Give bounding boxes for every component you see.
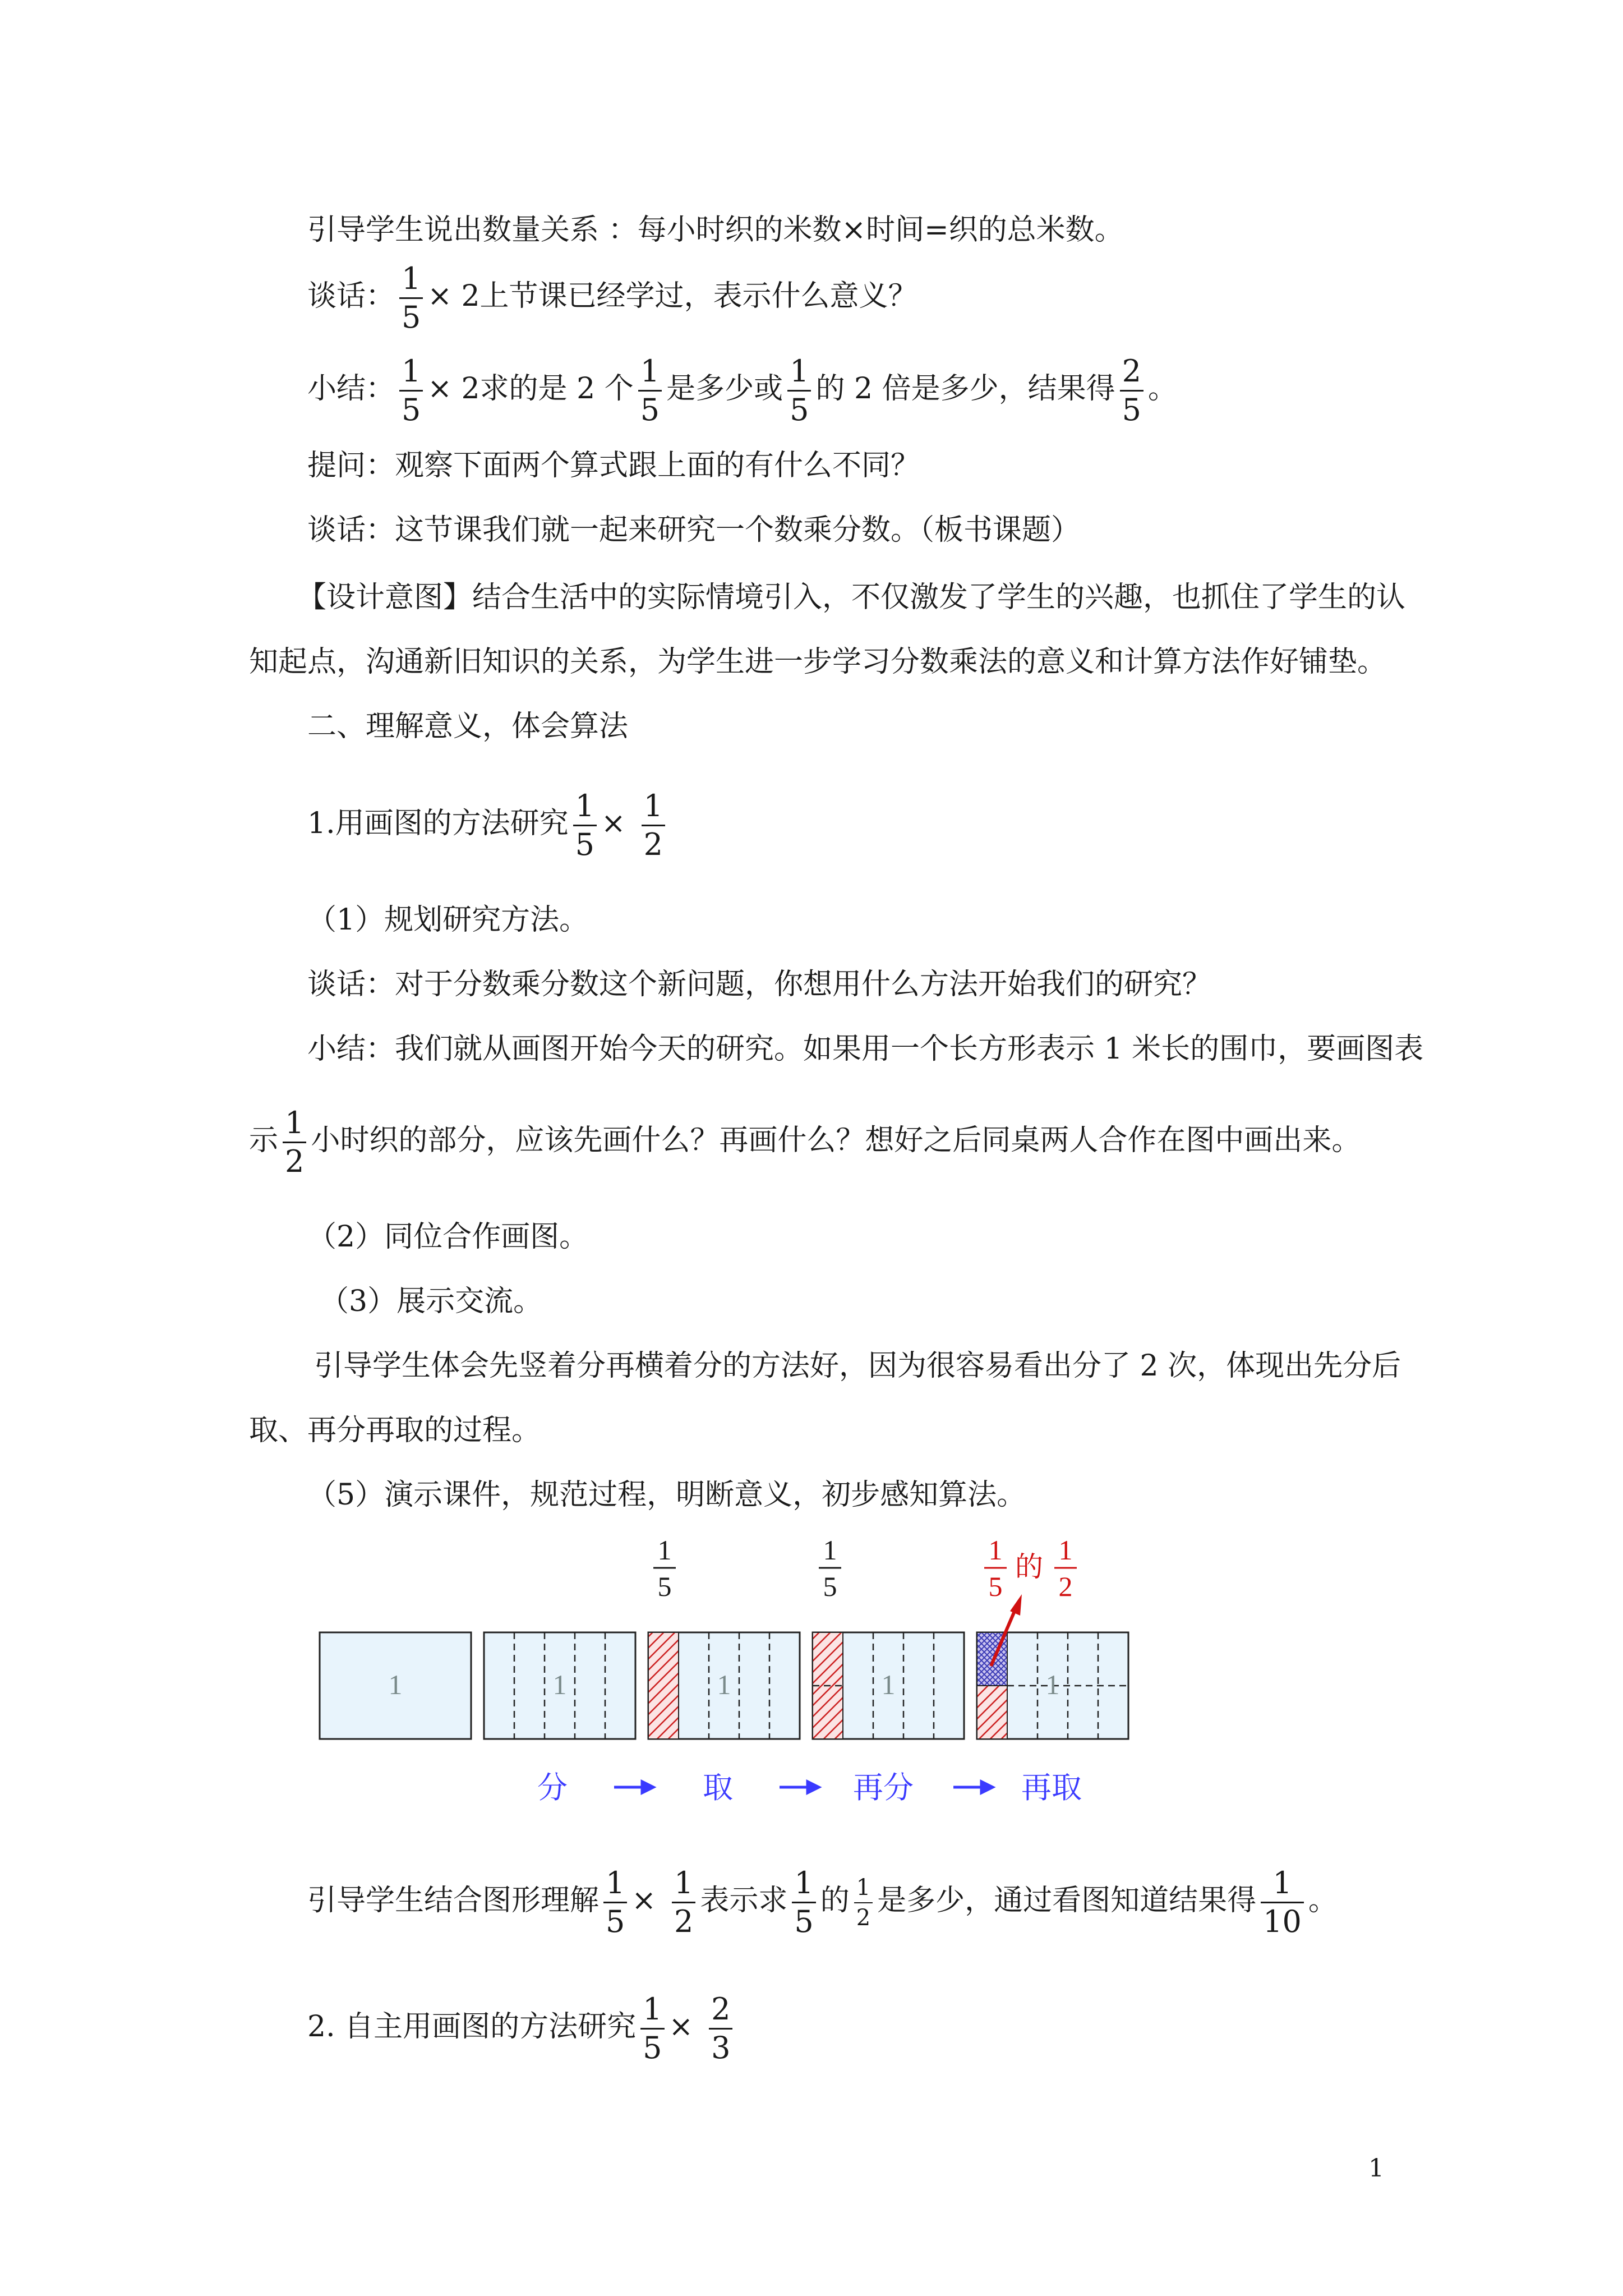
top-label-3-of: 的 (1015, 1550, 1043, 1583)
rect-take-one-fifth (648, 1632, 800, 1739)
line-guide-2: 取、再分再取的过程。 (249, 1414, 541, 1447)
line-design-intent-2: 知起点，沟通新旧知识的关系，为学生进一步学习分数乘法的意义和计算方法作好铺垫。 (249, 645, 1387, 679)
top-label-1-denominator: 5 (657, 1571, 672, 1602)
top-label-2-numerator: 1 (823, 1534, 837, 1566)
page-number: 1 (1368, 2154, 1384, 2183)
rect-take-again (977, 1594, 1128, 1739)
fraction-area-diagram (314, 1526, 1144, 1823)
line-summary-1 (307, 353, 1177, 427)
fraction-two-fifths: $\frac{2}{5}$ (1120, 356, 1144, 425)
top-label-1-numerator: 1 (657, 1534, 672, 1566)
operator-times: × (601, 807, 626, 840)
text-of: 的 (820, 1884, 850, 1917)
line-step-3: （3）展示交流。 (320, 1285, 543, 1318)
fraction-one-fifth: $\frac{1}{5}$ (638, 356, 662, 425)
top-label-one-fifth-2 (819, 1534, 841, 1602)
top-label-3-denominator-1: 5 (988, 1571, 1003, 1602)
line-talk-2: 谈话：这节课我们就一起来研究一个数乘分数。（板书课题） (307, 513, 1081, 547)
text-summary-a: × 2求的是 2 个 (427, 372, 634, 406)
fraction-one-fifth: $\frac{1}{5}$ (640, 1994, 664, 2063)
line-design-intent-1: 【设计意图】结合生活中的实际情境引入，不仅激发了学生的兴趣，也抓住了学生的认 (297, 581, 1406, 614)
label-talk: 谈话： (307, 279, 395, 313)
line-talk-3: 谈话：对于分数乘分数这个新问题，你想用什么方法开始我们的研究？ (307, 968, 1212, 1001)
step-divide: 分 (537, 1770, 568, 1805)
text-talk-1: × 2上节课已经学过，表示什么意义？ (427, 279, 917, 313)
operator-times: × (631, 1884, 656, 1917)
text-period: 。 (1147, 372, 1177, 406)
text-item-2: 2. 自主用画图的方法研究 (307, 2010, 637, 2044)
fraction-one-fifth: $\frac{1}{5}$ (787, 356, 811, 425)
line-guide-result (307, 1865, 1338, 1939)
rect-take-label: 1 (717, 1669, 731, 1700)
line-quantity-relation: 引导学生说出数量关系 ：每小时织的米数×时间=织的总米数。 (307, 213, 1124, 247)
line-question: 提问：观察下面两个算式跟上面的有什么不同？ (307, 449, 920, 482)
line-summary-2-cont (249, 1105, 1361, 1179)
line-step-1: （1）规划研究方法。 (307, 903, 589, 937)
text-item-1: 1.用画图的方法研究 (307, 807, 569, 840)
rect-divided-label: 1 (552, 1669, 567, 1700)
top-label-2-denominator: 5 (823, 1571, 837, 1602)
line-guide-1: 引导学生体会先竖着分再横着分的方法好，因为很容易看出分了 2 次，体现出先分后 (314, 1349, 1401, 1383)
fraction-one-tenth: $\frac{1}{10}$ (1261, 1868, 1304, 1937)
step-divide-again: 再分 (853, 1770, 914, 1805)
line-item-1 (307, 788, 670, 862)
top-label-3-numerator-2: 1 (1058, 1534, 1073, 1566)
step-arrows (614, 1782, 993, 1793)
top-label-one-fifth-1 (653, 1534, 676, 1602)
section-heading-2: 二、理解意义，体会算法 (307, 710, 629, 743)
fraction-one-fifth: $\frac{1}{5}$ (792, 1868, 815, 1937)
rect-divide-again (813, 1632, 964, 1739)
text-summary-b: 是多少或 (666, 372, 783, 406)
top-label-one-fifth-of-one-half (984, 1534, 1077, 1602)
line-item-2 (307, 1991, 737, 2065)
step-take: 取 (703, 1770, 733, 1805)
text-period: 。 (1308, 1884, 1338, 1917)
text-means: 表示求 (700, 1884, 788, 1917)
fraction-two-thirds: $\frac{2}{3}$ (709, 1994, 732, 2063)
rect-whole (320, 1632, 471, 1739)
top-label-3-denominator-2: 2 (1058, 1571, 1073, 1602)
fraction-one-fifth: $\frac{1}{5}$ (573, 791, 597, 860)
text-show: 示 (249, 1124, 279, 1157)
text-summary-2-cont: 小时织的部分，应该先画什么？再画什么？想好之后同桌两人合作在图中画出来。 (311, 1124, 1361, 1157)
rect-divided-fifths (484, 1632, 635, 1739)
top-label-3-numerator-1: 1 (988, 1534, 1003, 1566)
line-step-2: （2）同位合作画图。 (307, 1220, 589, 1254)
label-summary: 小结： (307, 372, 395, 406)
fraction-one-half-small: $\frac{1}{2}$ (854, 1876, 873, 1929)
fraction-one-half: $\frac{1}{2}$ (642, 791, 665, 860)
fraction-one-half: $\frac{1}{2}$ (283, 1108, 306, 1177)
fraction-one-half: $\frac{1}{2}$ (672, 1868, 695, 1937)
step-take-again: 再取 (1021, 1770, 1082, 1805)
rect-take-again-label: 1 (1045, 1669, 1060, 1700)
fraction-one-fifth: $\frac{1}{5}$ (399, 356, 423, 425)
text-result-prefix: 是多少，通过看图知道结果得 (877, 1884, 1257, 1917)
text-guide-result: 引导学生结合图形理解 (307, 1884, 600, 1917)
fraction-one-fifth: $\frac{1}{5}$ (603, 1868, 627, 1937)
rect-whole-label: 1 (388, 1669, 403, 1700)
text-summary-c: 的 2 倍是多少，结果得 (815, 372, 1115, 406)
operator-times: × (668, 2010, 694, 2044)
line-summary-2: 小结：我们就从画图开始今天的研究。如果用一个长方形表示 1 米长的围巾，要画图表 (307, 1032, 1424, 1066)
line-step-5: （5）演示课件，规范过程，明断意义，初步感知算法。 (307, 1478, 1026, 1512)
rect-divide-again-label: 1 (881, 1669, 896, 1700)
fraction-one-fifth: $\frac{1}{5}$ (399, 264, 423, 333)
line-talk-1 (307, 261, 917, 335)
